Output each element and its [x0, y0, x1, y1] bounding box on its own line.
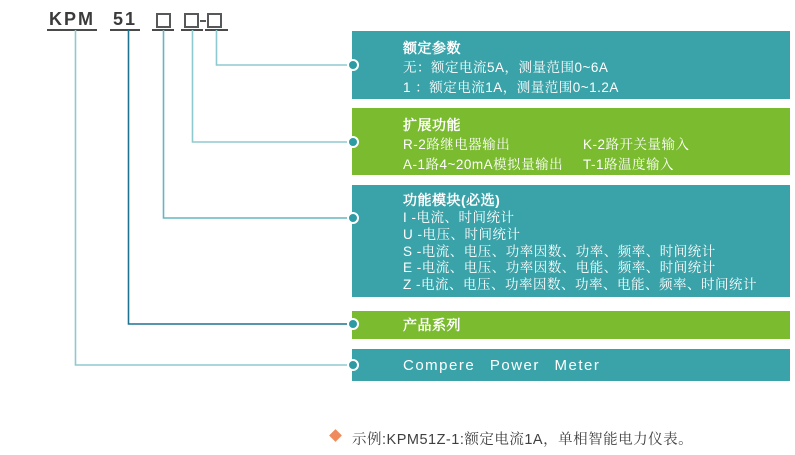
example-text: 示例:KPM51Z-1:额定电流1A，单相智能电力仪表。: [352, 432, 694, 448]
connector-line-rated-params: [217, 30, 353, 65]
expansion-row-1: [403, 135, 782, 155]
model-placeholder-square-1: [156, 13, 171, 28]
module-option-U: U -电压、时间统计: [403, 226, 521, 242]
model-dash: [200, 20, 206, 22]
brand-name: Compere Power Meter: [403, 356, 601, 374]
box-product-series-title: 产品系列: [403, 317, 461, 333]
rated-option-1: 1 ：额定电流1A，测量范围0~1.2A: [403, 79, 619, 95]
underline-square-1: [152, 29, 174, 31]
box-brand: [352, 349, 790, 381]
box-rated-params-title: 额定参数: [403, 40, 461, 56]
box-function-modules-title: 功能模块(必选): [403, 192, 501, 208]
model-placeholder-square-3: [207, 13, 222, 28]
box-expansion-title: 扩展功能: [403, 117, 461, 133]
expansion-option-T: T-1路温度输入: [583, 157, 675, 172]
diamond-icon: [329, 429, 342, 442]
expansion-option-R: R-2路继电器输出: [403, 137, 511, 152]
module-option-Z: Z -电流、电压、功率因数、功率、电能、频率、时间统计: [403, 277, 757, 293]
connector-line-brand: [76, 30, 353, 365]
connector-line-function-modules: [164, 30, 353, 218]
underline-square-2: [181, 29, 203, 31]
connector-line-expansion: [193, 30, 353, 142]
model-prefix: KPM: [49, 9, 95, 29]
box-function-modules: [352, 185, 790, 297]
expansion-option-A: A-1路4~20mA模拟量输出: [403, 157, 564, 172]
module-option-I: I -电流、时间统计: [403, 210, 515, 225]
module-option-S: S -电流、电压、功率因数、功率、频率、时间统计: [403, 243, 716, 259]
expansion-row-2: [403, 155, 782, 175]
connector-line-product-series: [129, 30, 353, 324]
rated-option-none: 无：额定电流5A，测量范围0~6A: [403, 60, 609, 75]
underline-prefix: [47, 29, 97, 31]
box-product-series: [352, 311, 790, 339]
model-placeholder-square-2: [184, 13, 199, 28]
module-option-E: E -电流、电压、功率因数、电能、频率、时间统计: [403, 260, 716, 276]
model-series-number: 51: [112, 9, 138, 29]
underline-series: [110, 29, 140, 31]
box-rated-params: [352, 31, 790, 99]
box-expansion-functions: [352, 108, 790, 175]
expansion-option-K: K-2路开关量输入: [583, 137, 690, 152]
underline-square-3: [205, 29, 228, 31]
